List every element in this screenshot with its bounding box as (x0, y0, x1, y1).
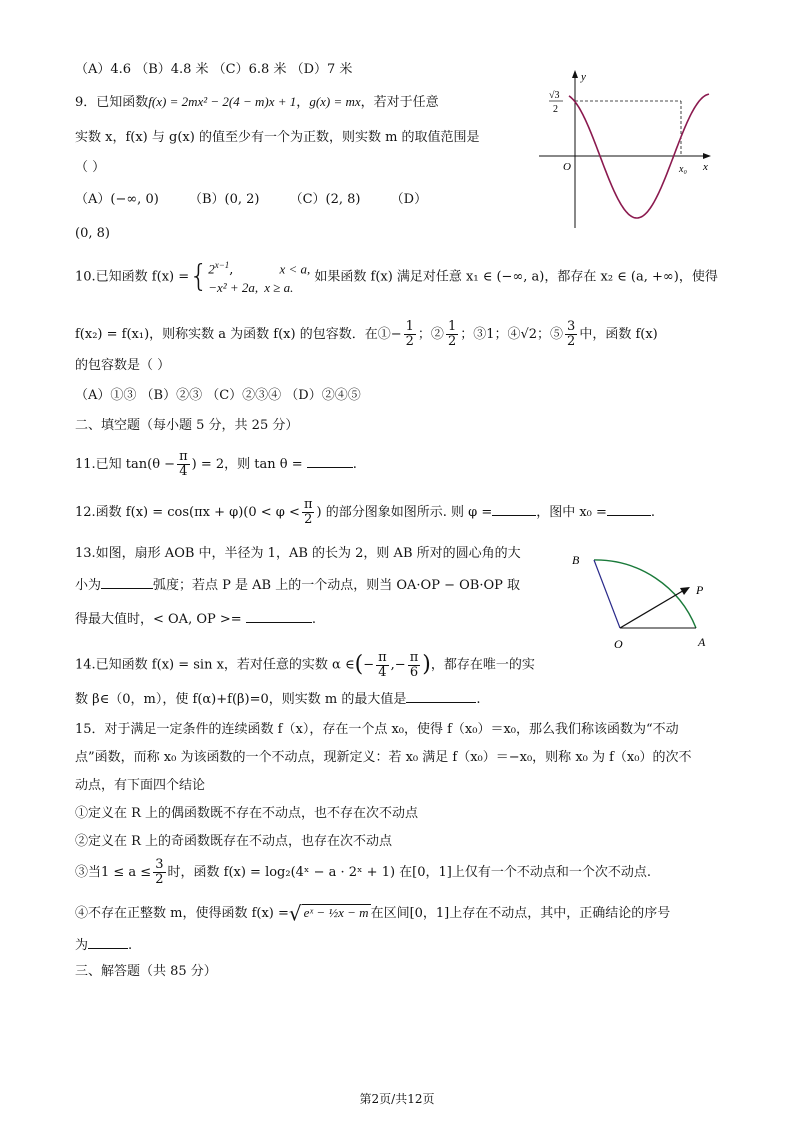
q13-line3 (75, 610, 316, 630)
q15-conclusion-4 (75, 896, 670, 931)
q15-frac-3-2 (153, 858, 165, 887)
graph-x-label: x (703, 161, 708, 173)
q10-frac-neg-half (404, 320, 416, 349)
q12-blank-x0[interactable] (607, 503, 651, 516)
q15-line3: 动点，有下面四个结论 (75, 778, 206, 793)
q14-line2-a: 数 β∈（0，m），使 f(α)+f(β)=0，则实数 m 的最大值是 (75, 692, 407, 707)
q15-last-a: 为 (75, 938, 89, 953)
q9-intro: 9．已知函数 (75, 95, 149, 110)
q13-blank-angle-op[interactable] (246, 610, 312, 623)
q13-line2 (75, 576, 520, 596)
frac-num: 3 (155, 857, 164, 872)
frac-den: 2 (155, 872, 164, 887)
q9-options (75, 190, 427, 210)
q13-line1: 13.如图，扇形 AOB 中，半径为 1，AB 的长为 2，则 AB 所对的圆心角的大 (75, 546, 521, 561)
q13-line2-b: 弧度；若点 P 是 AB 上的一个动点，则当 OA·OP − OB·OP 取 (153, 578, 520, 593)
q10-cases: $2^{x-1}$, x < a, −x² + 2a, x ≥ a. (208, 260, 311, 296)
frac-num: 1 (447, 319, 457, 334)
q10-neg-sign: − (390, 327, 402, 342)
q9-option-c: （C）(2, 8) (289, 192, 361, 207)
q11-b: ) = 2，则 tan θ = (191, 457, 303, 472)
q15-c4-radicand: eˣ − ½x − m (303, 905, 369, 920)
q14-line2 (75, 690, 481, 710)
q10-case2-expr: −x² + 2a, (208, 280, 259, 296)
q9-line1: 9．已知函数f(x) = 2mx² − 2(4 − m)x + 1，g(x) = mx，若对于任意 (75, 94, 439, 110)
q14-paren-left: ( (354, 652, 364, 677)
q10-line2-b: ；② (417, 327, 444, 342)
frac-num: π (303, 497, 313, 512)
q14-line1: 14.已知函数 f(x) = sin x，若对任意的实数 α ∈(− $\frac{\pi}{4}$ ,− $\frac{\pi}{6}$ )，都存在唯一的实 (75, 649, 535, 680)
frac-den: 2 (567, 334, 576, 349)
q9-line2: 实数 x，f(x) 与 g(x) 的值至少有一个为正数，则实数 m 的取值范围是 (75, 130, 480, 145)
sector-op-arrow (620, 589, 686, 628)
q15-c4-a: ④不存在正整数 m，使得函数 f(x) = (75, 906, 289, 921)
q13-blank-angle[interactable] (101, 576, 153, 589)
q13-line2-a: 小为 (75, 578, 102, 593)
q10-case1-cond: x < a, (279, 261, 311, 277)
frac-num: 3 (567, 319, 576, 334)
q12-c: ，图中 x₀ = (536, 505, 607, 520)
q15-blank[interactable] (88, 936, 128, 949)
q10-line2-d: 中，函数 f(x) (579, 327, 658, 342)
q9-intro-tail: ，若对于任意 (360, 95, 439, 110)
sector-label-b: B (572, 553, 580, 567)
q14-neg2: − (394, 657, 406, 673)
q9-g-expr: g(x) = mx (309, 94, 361, 109)
frac-den: 2 (405, 334, 414, 349)
q10-line2 (75, 318, 658, 352)
sector-arc (594, 560, 696, 628)
q14-blank[interactable] (406, 690, 476, 703)
q14-frac-pi4 (376, 651, 389, 680)
q13-end: . (311, 612, 316, 627)
q11-end: . (352, 457, 357, 472)
q10-frac-half (446, 320, 458, 349)
q10-case2-cond: x ≥ a. (264, 280, 294, 296)
sector-label-o: O (614, 637, 623, 651)
frac-den: 6 (409, 664, 419, 680)
q11 (75, 448, 357, 482)
q10-line2-a: f(x₂) = f(x₁)，则称实数 a 为函数 f(x) 的包容数．在① (75, 327, 391, 342)
graph-sqrt3-label: √3 (549, 90, 560, 101)
q10-line2-c: ；③1；④√2；⑤ (460, 327, 564, 342)
frac-num: 1 (405, 319, 414, 334)
q14-b: ，都存在唯一的实 (430, 657, 535, 673)
sector-label-a: A (698, 635, 706, 649)
graph-x0-label: x₀ (679, 164, 687, 175)
page-footer: 第2页/共12页 (359, 1092, 435, 1106)
q15-last (75, 936, 132, 956)
q12-blank-phi[interactable] (492, 503, 536, 516)
q10-brace: { (189, 259, 209, 295)
frac-num: π (179, 449, 188, 464)
q10-frac-three-half (565, 320, 577, 349)
q12-frac (302, 498, 315, 527)
q8-options: （A）4.6 （B）4.8 米 （C）6.8 米 （D）7 米 (75, 62, 353, 77)
q15-c4-b: 在区间[0，1]上存在不动点，其中，正确结论的序号 (370, 906, 671, 921)
q9-option-d: （D） (390, 192, 428, 207)
q9-option-d-value: (0, 8) (75, 226, 110, 241)
q12-a: 12.函数 f(x) = cos(πx + φ)(0 < φ < (75, 505, 300, 520)
q15-conclusion-2: ②定义在 R 上的奇函数既存在不动点，也存在次不动点 (75, 834, 393, 849)
q11-a: 11.已知 tan(θ − (75, 457, 176, 472)
q15-line2: 点”函数，而称 x₀ 为该函数的一个不动点，现新定义：若 x₀ 满足 f（x₀）＝−x₀，则称 x₀ 为 f（x₀）的次不 (75, 750, 692, 765)
q15-conclusion-1: ①定义在 R 上的偶函数既不存在不动点，也不存在次不动点 (75, 806, 419, 821)
sqrt-sign-icon: √ (288, 901, 302, 926)
graph-y-label: y (581, 71, 586, 83)
q12-b: ) 的部分图象如图所示. 则 φ = (316, 505, 493, 520)
sector-figure (560, 546, 720, 656)
q14-a: 14.已知函数 f(x) = sin x，若对任意的实数 α ∈ (75, 657, 355, 673)
frac-num: π (378, 649, 387, 665)
q14-neg1: − (363, 657, 375, 673)
q15-end: . (128, 938, 133, 953)
q10-case1-expr: 2 (208, 261, 215, 277)
q10-case1-sup: x−1 (214, 260, 230, 270)
q10-head: 10.已知函数 f(x) = (75, 269, 190, 285)
cosine-graph (535, 68, 715, 240)
q12-end: . (650, 505, 656, 520)
q10-options: （A）①③ （B）②③ （C）②③④ （D）②④⑤ (75, 388, 361, 403)
q9-option-a: （A）(−∞, 0) (75, 192, 159, 207)
q10-tail: 如果函数 f(x) 满足对任意 x₁ ∈ (−∞, a)，都存在 x₂ ∈ (a, +∞)，使得 (314, 269, 718, 285)
graph-two-label: 2 (553, 104, 558, 115)
q15-c3-a: ③当1 ≤ a ≤ (75, 865, 152, 880)
frac-den: 2 (304, 512, 313, 527)
q11-blank[interactable] (307, 455, 353, 468)
frac-den: 2 (447, 334, 457, 349)
q11-frac (177, 450, 190, 479)
q14-frac-pi6 (408, 651, 421, 680)
q9-paren: （ ） (75, 160, 106, 175)
q9-f-expr: f(x) = 2mx² − 2(4 − m)x + 1 (148, 94, 297, 109)
q13-line3-a: 得最大值时，< OA, OP >= (75, 612, 242, 627)
q15-c3-b: 时，函数 f(x) = log₂(4ˣ − a · 2ˣ + 1) 在[0，1]上仅有一个不动点和一个次不动点. (167, 865, 651, 880)
q14-paren-right: ) (422, 652, 431, 677)
q15-line1: 15．对于满足一定条件的连续函数 f（x），存在一个点 x₀，使得 f（x₀）＝x₀，那么我们称该函数为“不动 (75, 722, 679, 737)
frac-den: 4 (378, 664, 387, 680)
section-fill-blank: 二、填空题（每小题 5 分，共 25 分） (75, 418, 299, 433)
section-solve: 三、解答题（共 85 分） (75, 964, 217, 979)
q12 (75, 496, 655, 530)
q15-conclusion-3 (75, 856, 651, 890)
q14-end: . (476, 692, 481, 707)
sector-label-p: P (696, 583, 704, 597)
sector-ob (594, 560, 620, 628)
q9-option-b: （B）(0, 2) (188, 192, 260, 207)
frac-den: 4 (179, 464, 188, 479)
q10-line3: 的包容数是（ ） (75, 358, 171, 373)
frac-num: π (409, 649, 419, 665)
graph-origin-label: O (563, 161, 571, 173)
q10-line1 (75, 256, 718, 298)
